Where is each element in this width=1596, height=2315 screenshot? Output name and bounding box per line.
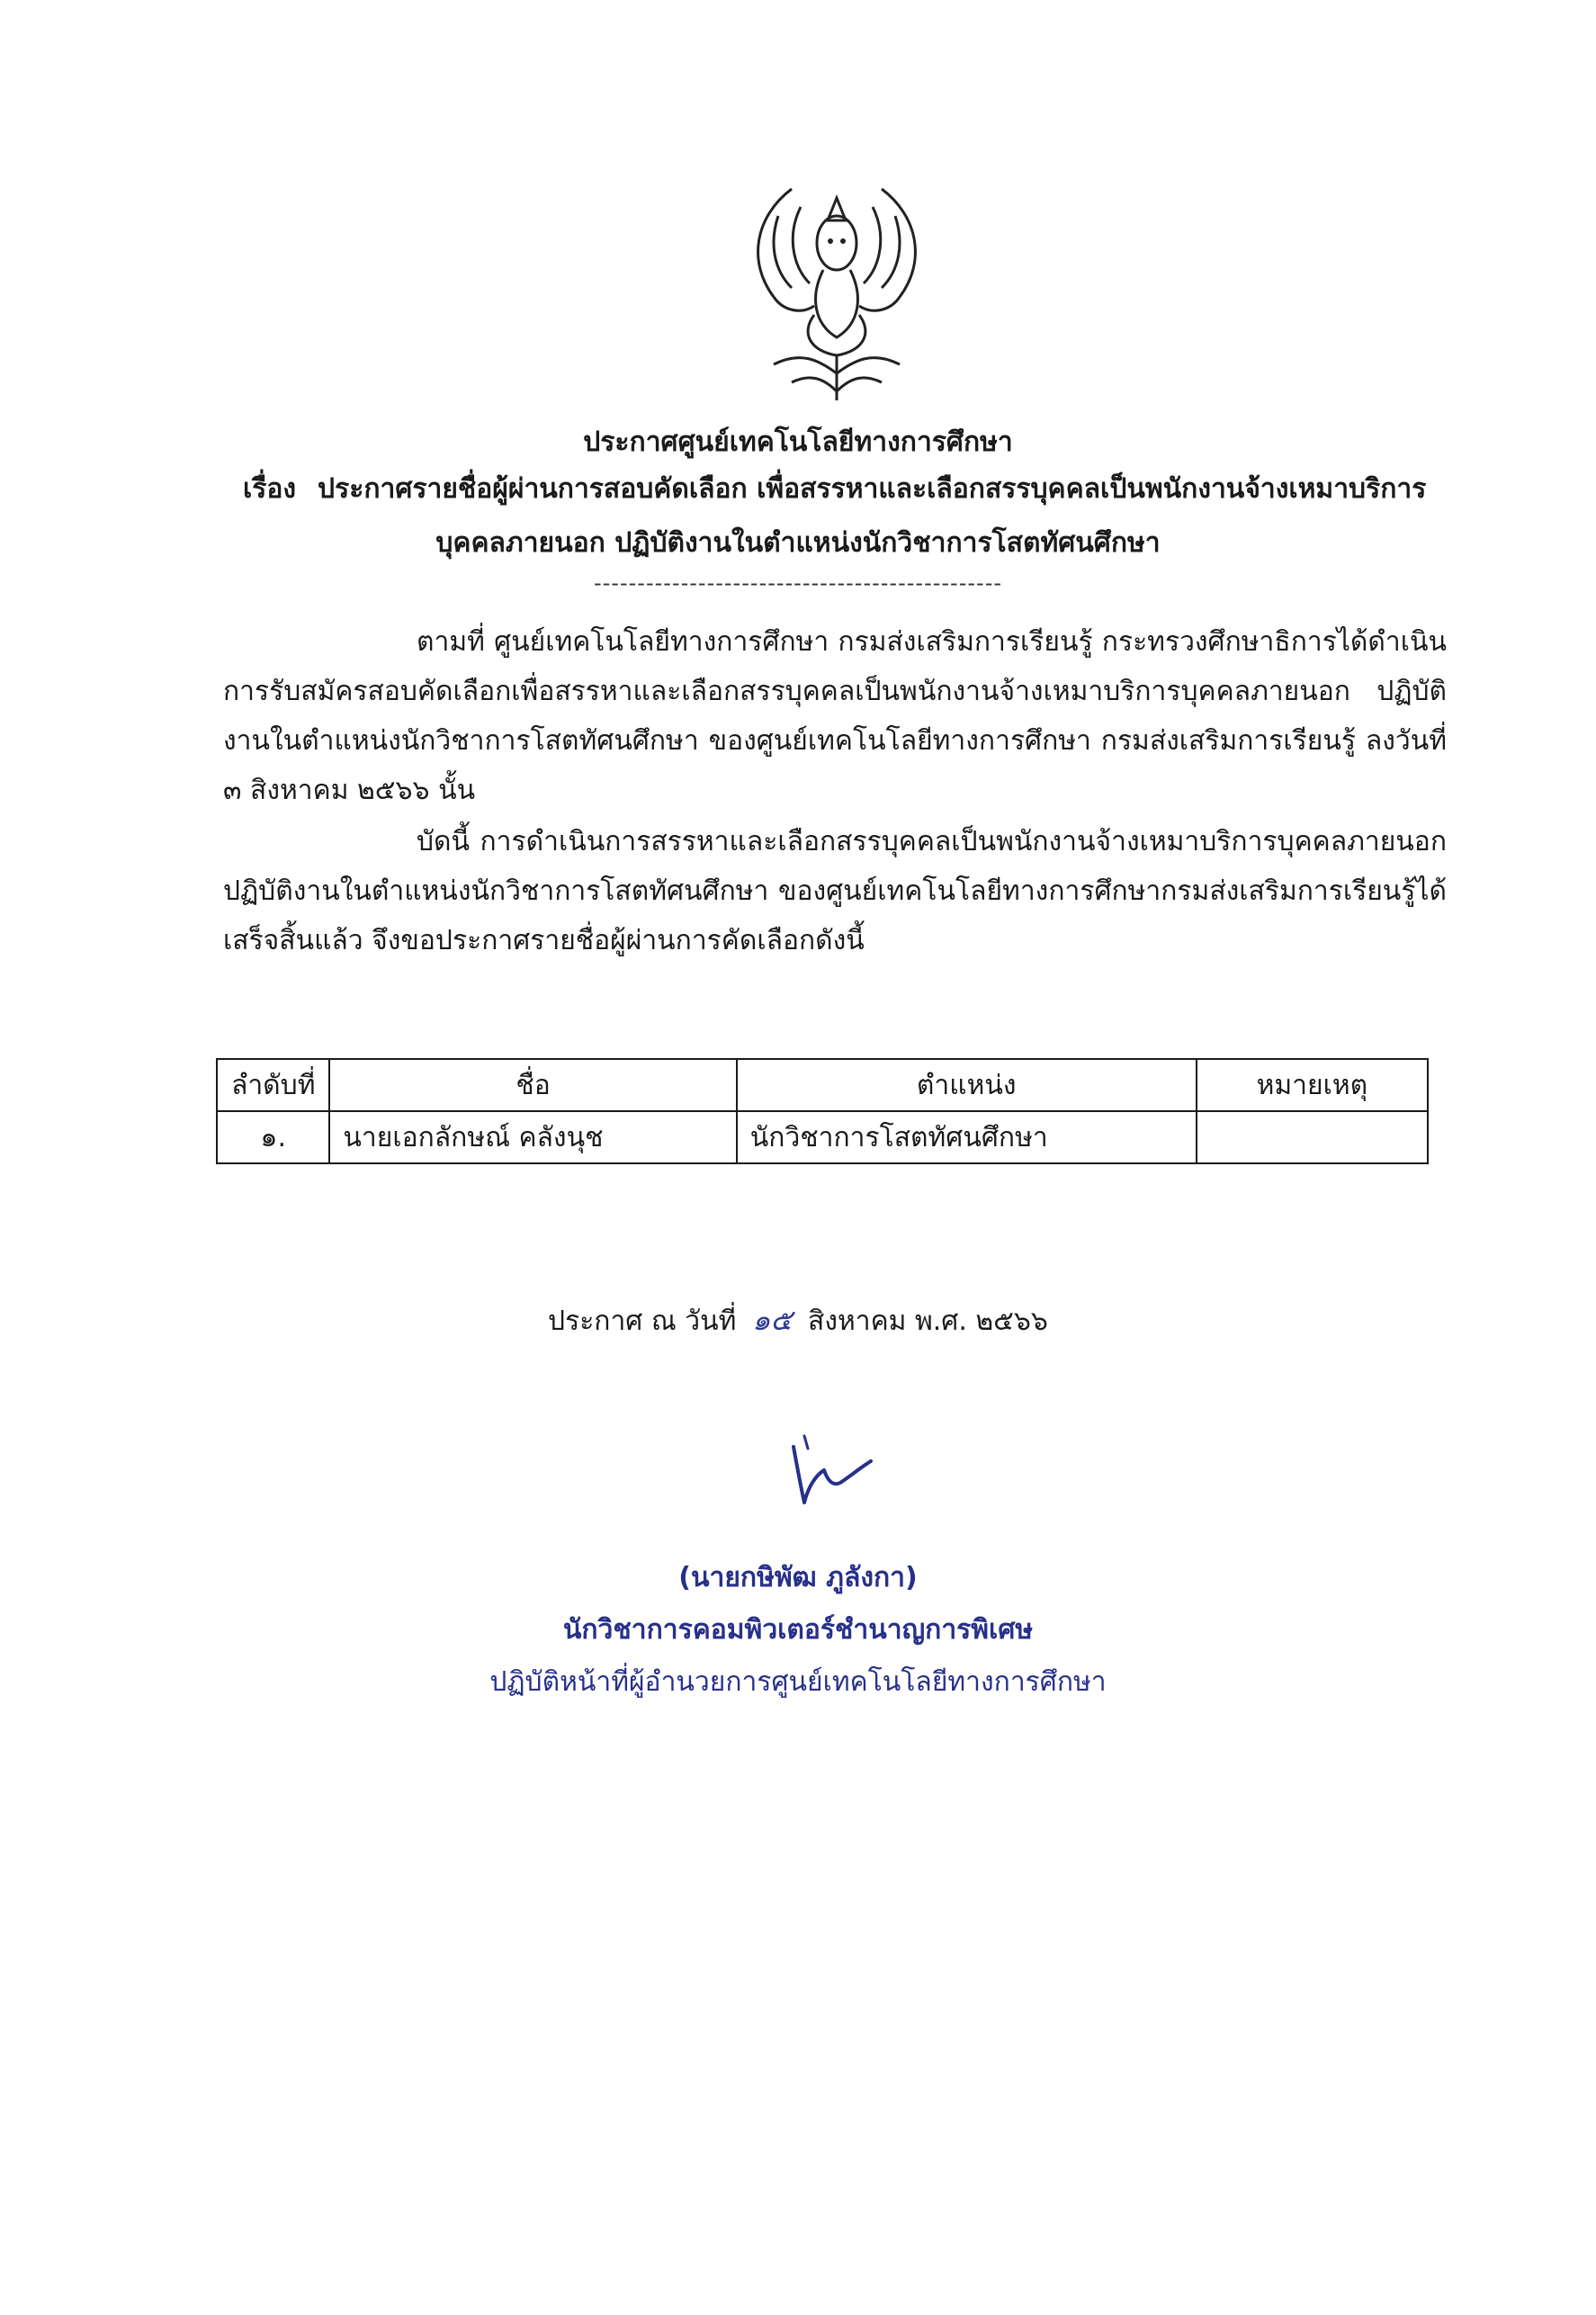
table-header-row (217, 1059, 1428, 1111)
subject-text: ประกาศรายชื่อผู้ผ่านการสอบคัดเลือก เพื่อสรรหาและเลือกสรรบุคคลเป็นพนักงานจ้างเหมาบริการ (318, 473, 1427, 505)
garuda-emblem-icon (738, 180, 936, 405)
date-suffix: สิงหาคม พ.ศ. ๒๕๖๖ (808, 1306, 1048, 1337)
signatory-position: นักวิชาการคอมพิวเตอร์ชำนาญการพิเศษ (562, 1614, 1034, 1646)
header-remarks: หมายเหตุ (1197, 1059, 1428, 1111)
cell-sequence: ๑. (217, 1111, 329, 1163)
body-paragraph-1: ตามที่ ศูนย์เทคโนโลยีทางการศึกษา กรมส่งเสริมการเรียนรู้ กระทรวงศึกษาธิการได้ดำเนินการรับสมัครสอบคัดเลือกเพื่อสรรหาและเลือกสรรบุคคลเป็นพนักงานจ้างเหมาบริการบุคคลภายนอก ปฏิบัติงานในตำแหน่งนักวิชาการโสตทัศนศึกษา ของศูนย์เทคโนโลยีทางการศึกษา กรมส่งเสริมการเรียนรู้ ลงวันที่ ๓ สิงหาคม ๒๕๖๖ นั้น (223, 626, 1447, 806)
table-row (217, 1111, 1428, 1163)
cell-name: นายเอกลักษณ์ คลังนุช (329, 1111, 736, 1163)
date-day-handwritten: ๑๕ (751, 1303, 793, 1337)
header-sequence: ลำดับที่ (217, 1059, 329, 1111)
signatory-name: (นายกษิพัฒ ภูลังกา) (678, 1562, 918, 1593)
header-name: ชื่อ (329, 1059, 736, 1111)
announcement-date (0, 1297, 1596, 1343)
announcement-title: ประกาศศูนย์เทคโนโลยีทางการศึกษา (583, 426, 1013, 458)
header-position: ตำแหน่ง (737, 1059, 1197, 1111)
date-prefix: ประกาศ ณ วันที่ (548, 1306, 737, 1337)
subject-line (243, 468, 1439, 510)
handwritten-signature-icon (781, 1431, 880, 1512)
subject-line-2: บุคคลภายนอก ปฏิบัติงานในตำแหน่งนักวิชาการโสตทัศนศึกษา (435, 527, 1161, 559)
cell-position: นักวิชาการโสตทัศนศึกษา (737, 1111, 1197, 1163)
body-paragraph-2: บัดนี้ การดำเนินการสรรหาและเลือกสรรบุคคลเป็นพนักงานจ้างเหมาบริการบุคคลภายนอก ปฏิบัติงานในตำแหน่งนักวิชาการโสตทัศนศึกษา ของศูนย์เทคโนโลยีทางการศึกษากรมส่งเสริมการเรียนรู้ได้เสร็จสิ้นแล้ว จึงขอประกาศรายชื่อผู้ผ่านการคัดเลือกดังนี้ (223, 826, 1447, 956)
signatory-acting-role: ปฏิบัติหน้าที่ผู้อำนวยการศูนย์เทคโนโลยีทางการศึกษา (489, 1666, 1107, 1698)
cell-remarks (1197, 1111, 1428, 1163)
subject-label: เรื่อง (243, 473, 297, 505)
divider: ----------------------------------------------- (593, 570, 1003, 596)
results-table (216, 1058, 1429, 1164)
